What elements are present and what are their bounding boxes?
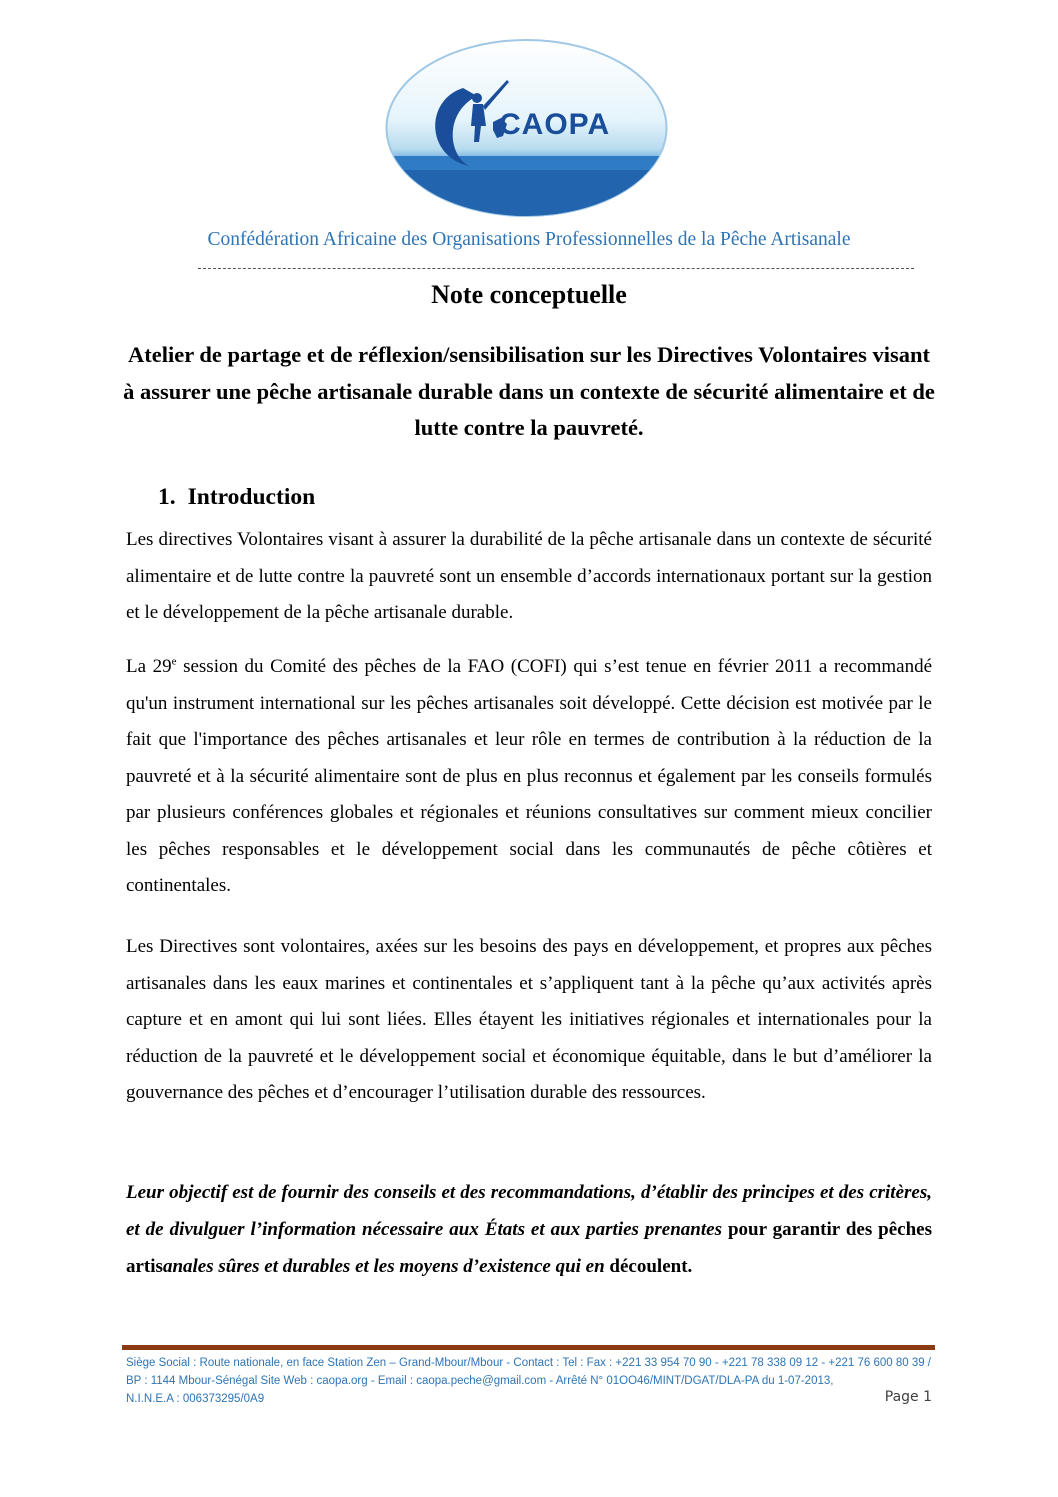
paragraph-4-italic: Leur objectif est de fournir des conseils et des recommandations, d’établir des principes et des critères, et de divulguer l’information nécessaire aux États et aux parties prenantes	[126, 1182, 932, 1240]
paragraph-4-upright-2: découlent.	[609, 1256, 693, 1277]
footer-address: Siège Social : Route nationale, en face Station Zen – Grand-Mbour/Mbour - Contact : Tel : Fax : +221 33 954 70 90 - +221 78 338 09 12 - +221 76 600 80 39 / BP : 1144 Mbour-Sénégal Site Web : caopa.org - Email : caopa.peche@gmail.com - Arrêté N° 01OO46/MINT/DGAT/DLA-PA du 1-07-2013,	[126, 1357, 931, 1387]
paragraph-4-upright: pour garantir des pêches artis	[126, 1219, 933, 1277]
page-number: Page 1	[884, 1389, 932, 1405]
document-subtitle: Atelier de partage et de réflexion/sensibilisation sur les Directives Volontaires visant à assurer une pêche artisanale durable dans un contexte de sécurité alimentaire et de lutte contre la pauvreté.	[123, 342, 935, 440]
paragraph-2-start: La 29	[126, 656, 172, 677]
ordinal-superscript: e	[171, 655, 177, 668]
paragraph-1: Les directives Volontaires visant à assurer la durabilité de la pêche artisanale dans un contexte de sécurité alimentaire et de lutte contre la pauvreté sont un ensemble d’accords internationaux portant sur la gestion et le développement de la pêche artisanale durable.	[126, 529, 932, 623]
paragraph-4-italic-2: anales sûres et durables et les moyens d’existence qui en	[162, 1256, 610, 1277]
paragraph-2-rest: session du Comité des pêches de la FAO (COFI) qui s’est tenue en février 2011 a recommandé qu'un instrument international sur les pêches artisanales soit développé. Cette décision est motivée par le fait que l'importance des pêches artisanales et leur rôle en termes de contribution à la réduction de la pauvreté et à la sécurité alimentaire sont de plus en plus reconnus et également par les conseils formulés par plusieurs conférences globales et régionales et réunions consultatives sur comment mieux concilier les pêches responsables et le développement social dans les communautés de pêche côtières et continentales.	[126, 656, 932, 896]
section-number: 1.	[158, 484, 176, 510]
organization-name: Confédération Africaine des Organisations Professionnelles de la Pêche Artisanale	[207, 229, 851, 250]
document-title: Note conceptuelle	[431, 280, 627, 309]
paragraph-4	[126, 1174, 932, 1285]
paragraph-3: Les Directives sont volontaires, axées sur les besoins des pays en développement, et propres aux pêches artisanales dans les eaux marines et continentales et s’appliquent tant à la pêche qu’aux activités après capture et en amont qui lui sont liées. Elles étayent les initiatives régionales et internationales pour la réduction de la pauvreté et le développement social et économique équitable, dans le but d’améliorer la gouvernance des pêches et d’encourager l’utilisation durable des ressources.	[126, 936, 932, 1103]
svg-text:CAOPA: CAOPA	[499, 108, 611, 141]
caopa-logo	[385, 38, 668, 218]
header-divider	[198, 268, 914, 269]
footer-rule	[122, 1345, 935, 1350]
paragraph-2	[126, 649, 932, 905]
footer-ninea: N.I.N.E.A : 006373295/0A9	[126, 1393, 265, 1405]
section-heading	[158, 484, 315, 511]
section-title: Introduction	[187, 484, 316, 510]
caopa-logo-graphic	[385, 38, 668, 218]
